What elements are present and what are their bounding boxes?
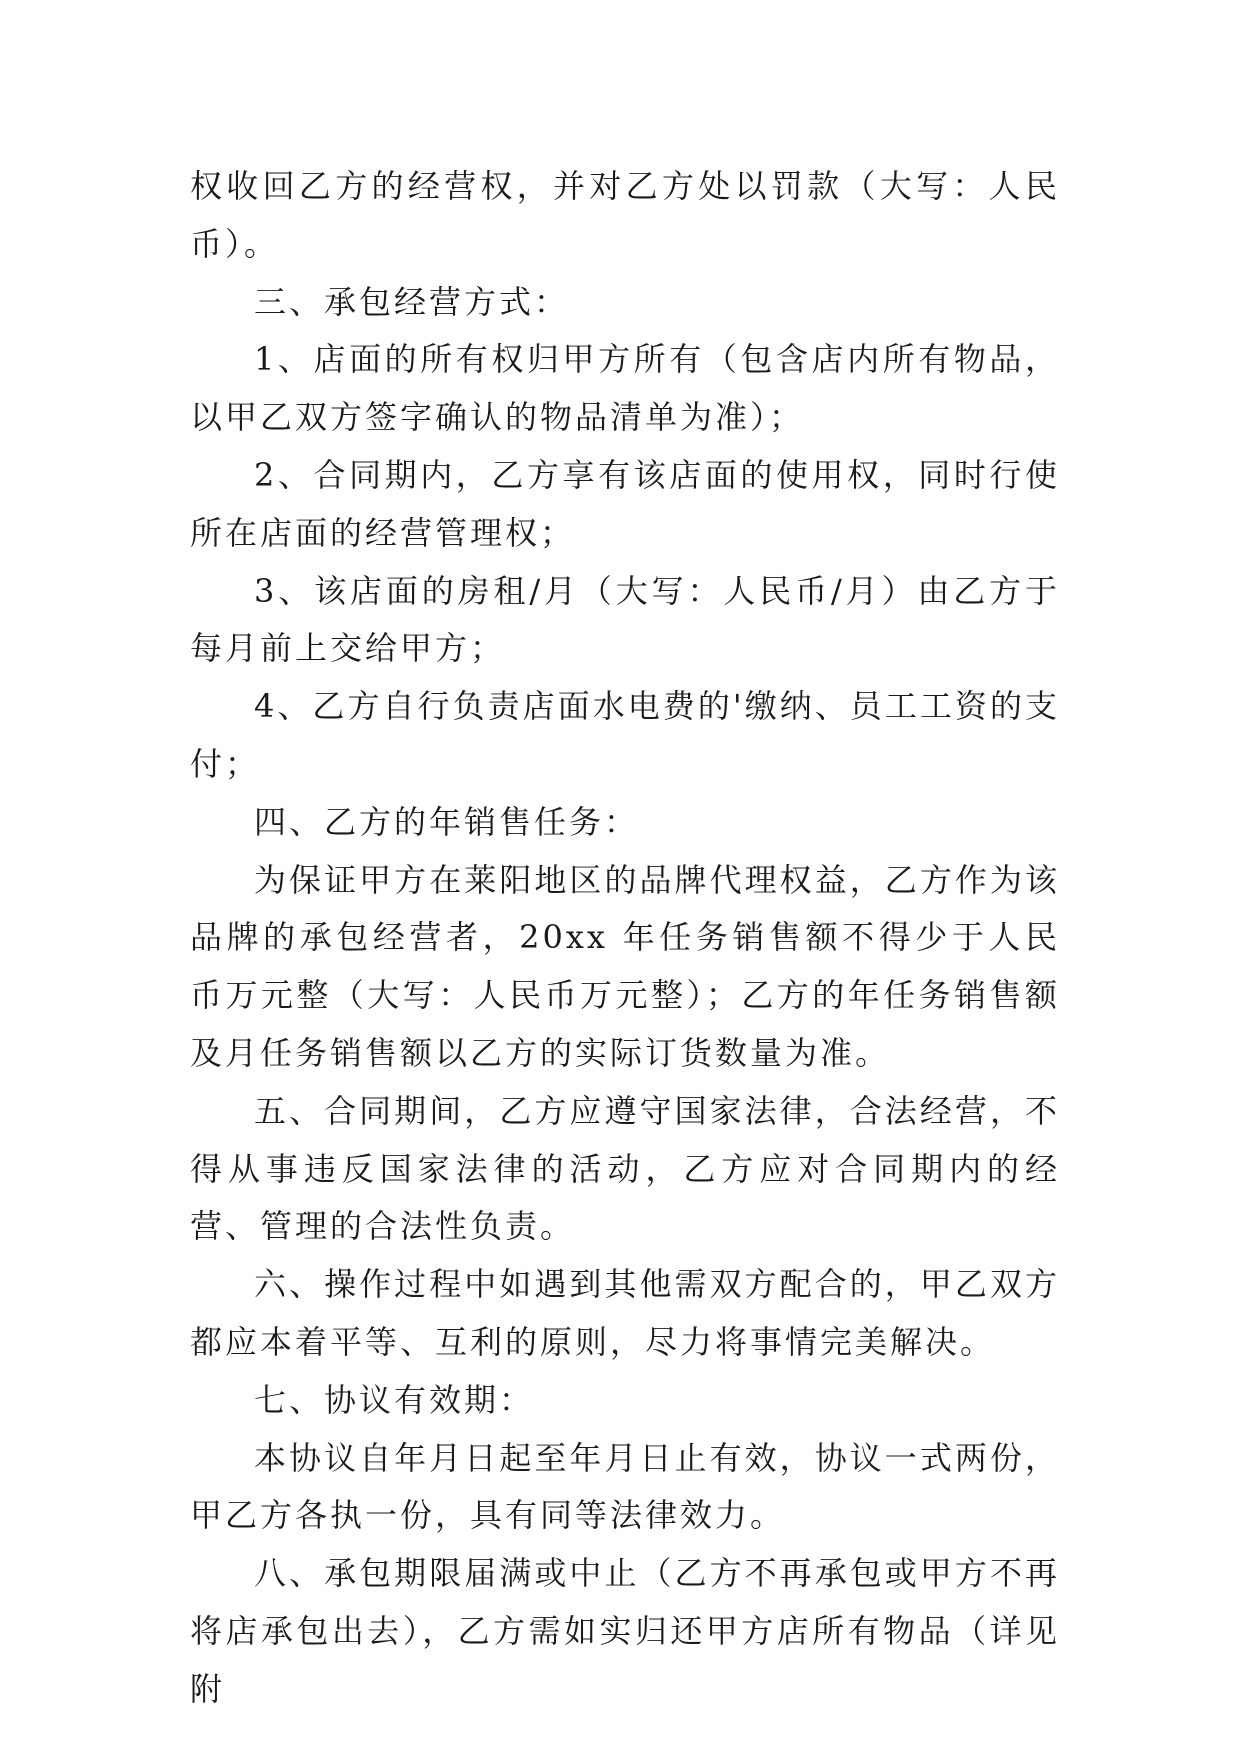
paragraph-8: 为保证甲方在莱阳地区的品牌代理权益，乙方作为该品牌的承包经营者，20xx 年任务销售额不得少于人民币万元整（大写：人民币万元整）；乙方的年任务销售额及月任务销售额以乙方的实际订货数量为准。 [190,860,1060,1072]
paragraph-13: 八、承包期限届满或中止（乙方不再承包或甲方不再将店承包出去），乙方需如实归还甲方店所有物品（详见附 [190,1554,1060,1708]
paragraph-5: 3、该店面的房租/月（大写：人民币/月）由乙方于每月前上交给甲方； [190,571,1060,668]
document-body [190,158,1060,1719]
paragraph-3: 1、店面的所有权归甲方所有（包含店内所有物品，以甲乙双方签字确认的物品清单为准）； [190,340,1060,437]
paragraph-10: 六、操作过程中如遇到其他需双方配合的，甲乙双方都应本着平等、互利的原则，尽力将事情完美解决。 [190,1265,1060,1361]
paragraph-12: 本协议自年月日起至年月日止有效，协议一式两份，甲乙方各执一份，具有同等法律效力。 [190,1438,1060,1535]
paragraph-2: 三、承包经营方式： [254,282,570,321]
paragraph-6: 4、乙方自行负责店面水电费的'缴纳、员工工资的支付； [190,687,1060,783]
paragraph-9: 五、合同期间，乙方应遵守国家法律，合法经营，不得从事违反国家法律的活动，乙方应对合同期内的经营、管理的合法性负责。 [190,1091,1060,1246]
paragraph-7: 四、乙方的年销售任务： [254,802,640,841]
paragraph-1: 权收回乙方的经营权，并对乙方处以罚款（大写：人民币）。 [190,167,1060,263]
paragraph-11: 七、协议有效期： [254,1380,535,1419]
paragraph-4: 2、合同期内，乙方享有该店面的使用权，同时行使所在店面的经营管理权； [190,455,1060,552]
